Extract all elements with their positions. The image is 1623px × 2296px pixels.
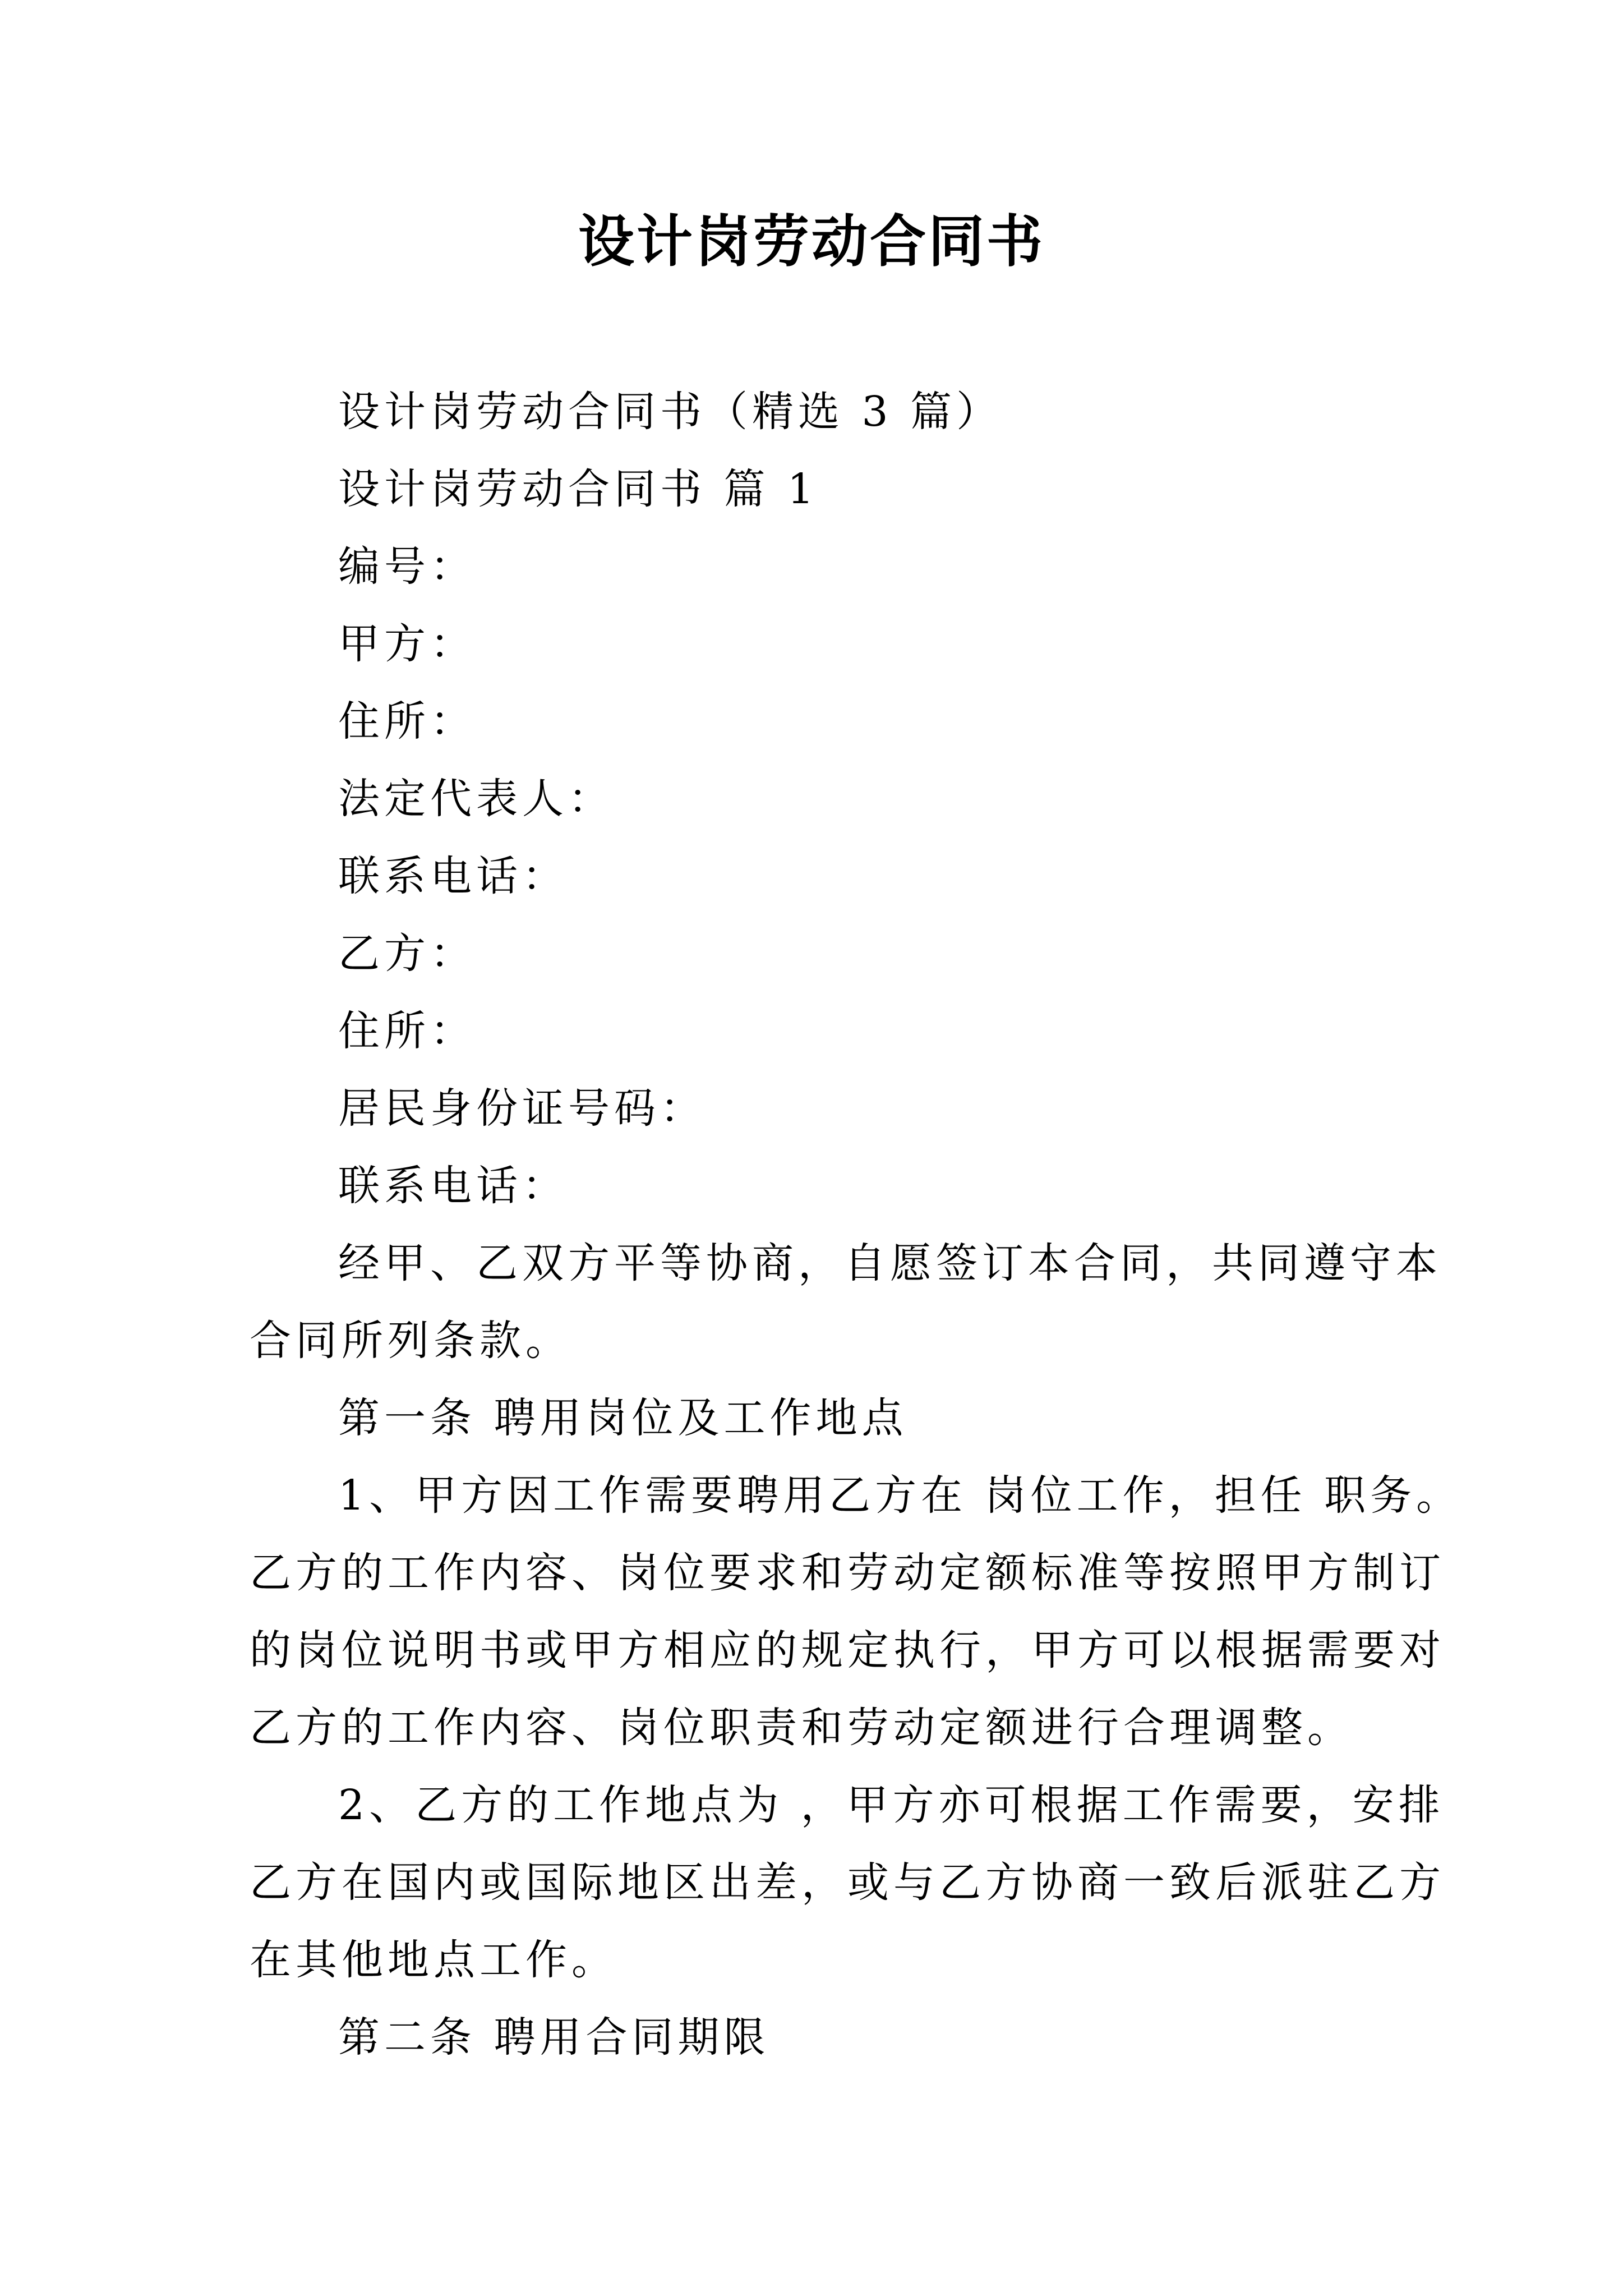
article-2-heading: 第二条 聘用合同期限 [338, 2013, 770, 2062]
article-1-clause-2-line-1: 2、乙方的工作地点为 ，甲方亦可根据工作需要，安排 [338, 1781, 1445, 1829]
article-1-clause-2-line-3: 在其他地点工作。 [250, 1936, 617, 1984]
document-title: 设计岗劳动合同书 [578, 208, 1045, 274]
intro-line-2: 合同所列条款。 [250, 1317, 571, 1365]
intro-line-1: 经甲、乙双方平等协商，自愿签订本合同，共同遵守本 [338, 1239, 1442, 1287]
subtitle: 设计岗劳动合同书（精选 3 篇） [338, 388, 1003, 436]
field-party-b-phone: 联系电话： [338, 1162, 568, 1210]
field-party-b-address: 住所： [338, 1007, 476, 1055]
field-number: 编号： [338, 542, 476, 591]
field-party-a-address: 住所： [338, 697, 476, 746]
article-1-heading: 第一条 聘用岗位及工作地点 [338, 1394, 908, 1442]
field-party-a-phone: 联系电话： [338, 852, 568, 900]
article-1-clause-1-line-2: 乙方的工作内容、岗位要求和劳动定额标准等按照甲方制订 [250, 1549, 1445, 1597]
part-heading: 设计岗劳动合同书 篇 1 [338, 465, 819, 513]
article-1-clause-1-line-3: 的岗位说明书或甲方相应的规定执行，甲方可以根据需要对 [250, 1626, 1445, 1674]
article-1-clause-1-line-4: 乙方的工作内容、岗位职责和劳动定额进行合理调整。 [250, 1704, 1353, 1752]
field-party-a: 甲方： [338, 620, 476, 668]
article-1-clause-2-line-2: 乙方在国内或国际地区出差，或与乙方协商一致后派驻乙方 [250, 1858, 1445, 1907]
field-party-b: 乙方： [338, 930, 476, 978]
document-body [250, 373, 1463, 2076]
field-legal-representative: 法定代表人： [338, 775, 614, 823]
article-1-clause-1-line-1: 1、甲方因工作需要聘用乙方在 岗位工作，担任 职务。 [338, 1471, 1463, 1520]
field-id-number: 居民身份证号码： [338, 1084, 706, 1133]
